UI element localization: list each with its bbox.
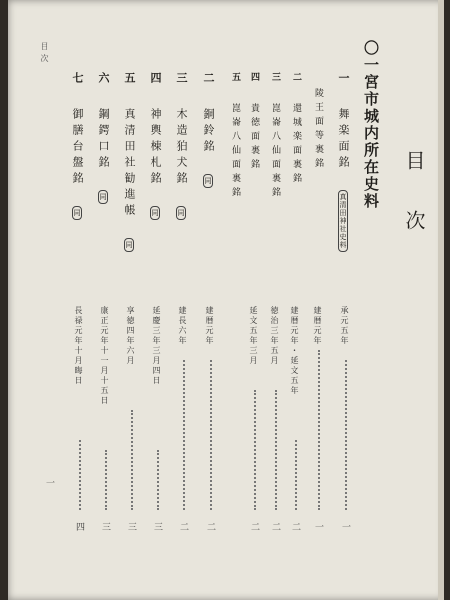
entry-number: 五 [123,72,136,90]
entry-text: 銅鈴銘 [202,108,215,156]
entry-page: 二 [270,522,280,531]
book-page [8,0,444,600]
dot-leader [254,390,256,510]
page-title: 目次 [402,150,426,270]
entry-date: 長禄元年十月晦日 [74,306,83,386]
entry-number: 四 [249,72,259,88]
entry-number: 七 [71,72,84,90]
dot-leader [131,410,133,510]
entry-number: 二 [291,72,301,88]
entry-text: 還城楽面裏銘 [291,103,301,187]
dot-leader [275,390,277,510]
entry-text: 真清田社勧進帳 [123,108,136,220]
entry-text: 神輿棟札銘 [149,108,162,188]
entry-date: 建暦元年・延文五年 [290,306,299,396]
entry-date: 康正元年十一月十五日 [100,306,109,406]
entry-date: 享徳四年六月 [126,306,135,366]
entry-text: 崑崙八仙面裏銘 [230,103,240,201]
toc-entry [124,72,135,252]
entry-number: 一 [337,72,350,90]
toc-entry [230,72,239,201]
entry-page: 二 [249,522,259,531]
entry-page: 三 [100,522,110,531]
entry-date: 延文五年三月 [249,306,258,366]
entry-note: 真清田神社史料 [338,190,348,252]
running-head: 目次 [40,42,49,66]
entry-page: 三 [126,522,136,531]
dot-leader [295,440,297,510]
dot-leader [318,350,320,510]
entry-note: 同 [124,238,134,252]
entry-page: 二 [205,522,215,531]
entry-text: 御膳台盤銘 [71,108,84,188]
entry-page: 三 [152,522,162,531]
entry-page: 一 [340,522,350,531]
page-edge [438,0,444,600]
entry-page: 二 [178,522,188,531]
entry-text: 崑崙八仙面裏銘 [270,103,280,201]
entry-text: 舞楽面銘 [337,108,350,172]
entry-number: 四 [149,72,162,90]
entry-date: 建暦元年 [205,306,214,346]
dot-leader [183,360,185,510]
entry-text: 木造狛犬銘 [175,108,188,188]
entry-number: 三 [270,72,280,88]
dot-leader [79,440,81,510]
entry-number: 三 [175,72,188,90]
entry-number: 二 [202,72,215,90]
entry-note: 同 [98,190,108,204]
page-number: 一 [44,478,54,487]
dot-leader [345,360,347,510]
entry-date: 延慶三年三月四日 [152,306,161,386]
toc-entry [98,72,109,204]
entry-page: 二 [290,522,300,531]
entry-note: 同 [150,206,160,220]
toc-entry [203,72,214,188]
entry-text: 陵王面等裏銘 [313,88,323,172]
toc-entry [176,72,187,220]
entry-note: 同 [176,206,186,220]
toc-entry [291,72,300,187]
dot-leader [210,360,212,510]
entry-text: 鋼鍔口銘 [97,108,110,172]
toc-entry [270,72,279,201]
toc-entry [249,72,258,173]
toc-entry [338,72,349,252]
entry-number: 五 [230,72,240,88]
entry-note: 同 [72,206,82,220]
toc-entry [72,72,83,220]
entry-page: 一 [313,522,323,531]
entry-page: 四 [74,522,84,531]
dot-leader [157,450,159,510]
entry-date: 建暦元年 [313,306,322,346]
entry-number: 六 [97,72,110,90]
toc-entry [313,88,322,172]
entry-date: 承元五年 [340,306,349,346]
entry-note: 同 [203,174,213,188]
entry-date: 徳治三年五月 [270,306,279,366]
entry-text: 貴徳面裏銘 [249,103,259,173]
toc-entry [150,72,161,220]
dot-leader [105,450,107,510]
entry-date: 建長六年 [178,306,187,346]
section-heading: 〇一宮市城内所在史料 [362,40,380,210]
